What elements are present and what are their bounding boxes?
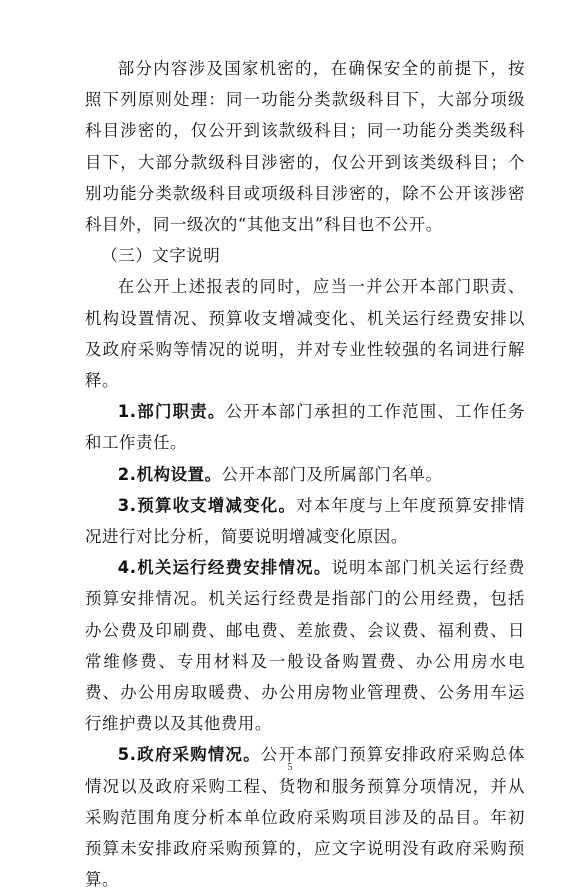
item-text: 对本年度与上年度预算安排情况进行对比分析，简要说明增减变化原因。 xyxy=(85,495,525,547)
paragraph-text: 部分内容涉及国家机密的，在确保安全的前提下，按照下列原则处理：同一功能分类款级科目下，大部分项级科目涉密的，仅公开到该款级科目；同一功能分类类级科目下，大部分款级科目涉密的，仅公开到该类级科目；个别功能分类款级科目或项级科目涉密的，除不公开该涉密科目外，同一级次的“其他支出”科目也不公开。 xyxy=(85,59,525,235)
item-organization-setup xyxy=(85,459,525,490)
item-text: 公开本部门承担的工作范围、工作任务和工作责任。 xyxy=(85,402,525,453)
item-title: 2.机构设置。 xyxy=(117,464,222,484)
item-title: 5.政府采购情况。 xyxy=(117,745,261,765)
paragraph-text: 在公开上述报表的同时，应当一并公开本部门职责、机构设置情况、预算收支增减变化、机关运行经费安排以及政府采购等情况的说明，并对专业性较强的名词进行解释。 xyxy=(85,277,525,391)
item-title: 1.部门职责。 xyxy=(117,402,226,422)
item-text: 公开本部门预算安排政府采购总体情况以及政府采购工程、货物和服务预算分项情况，并从采购范围角度分析本单位政府采购项目涉及的品目。年初预算未安排政府采购预算的，应文字说明没有政府采购预算。 xyxy=(85,745,526,890)
item-operating-funds xyxy=(85,552,525,739)
item-budget-changes xyxy=(85,490,525,552)
paragraph-classified-content xyxy=(85,53,525,240)
heading-text: （三）文字说明 xyxy=(101,246,221,266)
item-title: 4.机关运行经费安排情况。 xyxy=(117,558,332,578)
section-heading-text-explanation xyxy=(85,240,525,271)
item-department-duties xyxy=(85,396,525,458)
page-number: 5 xyxy=(287,762,293,773)
paragraph-report-disclosure xyxy=(85,271,525,396)
item-text: 说明本部门机关运行经费预算安排情况。机关运行经费是指部门的公用经费，包括办公费及印刷费、邮电费、差旅费、会议费、福利费、日常维修费、专用材料及一般设备购置费、办公用房水电费、办公用房取暖费、办公用房物业管理费、公务用车运行维护费以及其他费用。 xyxy=(85,558,525,734)
item-text: 公开本部门及所属部门名单。 xyxy=(221,464,443,484)
item-title: 3.预算收支增减变化。 xyxy=(117,495,297,515)
